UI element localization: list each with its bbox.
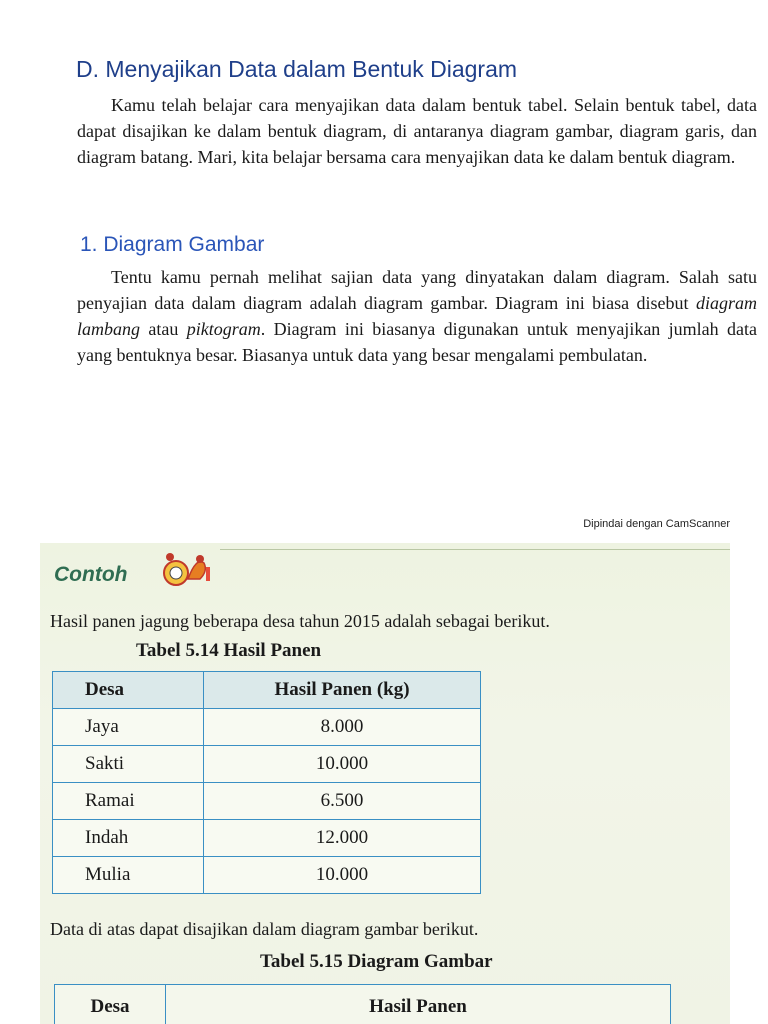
cell-hasil: 10.000 (204, 746, 481, 783)
cell-desa: Ramai (53, 783, 204, 820)
diagram-gambar-paragraph: Tentu kamu pernah melihat sajian data yang dinyatakan dalam diagram. Salah satu penyajian data dalam diagram adalah diagram gambar. Diagram ini biasa disebut diagram lambang atau piktogram. Diagram ini biasanya digunakan untuk menyajikan jumlah data yang bentuknya besar. Biasanya untuk data yang besar mengalami pembulatan. (77, 267, 758, 365)
table-row (53, 820, 481, 857)
term-piktogram: piktogram (186, 319, 261, 339)
subsection-title: 1. Diagram Gambar (80, 233, 265, 256)
contoh-mascot-icon (158, 549, 216, 587)
cell-desa: Indah (53, 820, 204, 857)
cell-desa: Mulia (53, 857, 204, 894)
pictogram-header-row (55, 985, 671, 1024)
table-row (53, 709, 481, 746)
term-diagram-lambang: diagram lambang (77, 293, 757, 339)
example-photo (40, 543, 730, 1024)
cell-hasil: 12.000 (204, 820, 481, 857)
diagram-caption: Tabel 5.15 Diagram Gambar (260, 951, 493, 972)
cell-desa: Jaya (53, 709, 204, 746)
contoh-label: Contoh (54, 563, 128, 586)
after-table-text: Data di atas dapat disajikan dalam diagram gambar berikut. (50, 919, 479, 939)
contoh-divider (220, 549, 730, 550)
cell-desa: Sakti (53, 746, 204, 783)
table-row (53, 783, 481, 820)
header-hasil-panen: Hasil Panen (kg) (204, 672, 481, 709)
section-title: D. Menyajikan Data dalam Bentuk Diagram (76, 56, 518, 82)
picto-header-desa: Desa (55, 985, 166, 1024)
intro-paragraph: Kamu telah belajar cara menyajikan data dalam bentuk tabel. Selain bentuk tabel, data dapat disajikan ke dalam bentuk diagram, di antaranya diagram gambar, diagram garis, dan diagram batang. Mari, kita belajar bersama cara menyajikan data ke dalam bentuk diagram. (77, 95, 757, 167)
example-intro: Hasil panen jagung beberapa desa tahun 2015 adalah sebagai berikut. (50, 611, 550, 631)
cell-hasil: 6.500 (204, 783, 481, 820)
header-desa: Desa (53, 672, 204, 709)
table-header-row (53, 672, 481, 709)
cell-hasil: 10.000 (204, 857, 481, 894)
scanner-watermark: Dipindai dengan CamScanner (583, 518, 730, 530)
pictogram-table (54, 984, 671, 1024)
harvest-table (52, 671, 481, 894)
table-caption: Tabel 5.14 Hasil Panen (136, 640, 322, 661)
picto-header-hasil: Hasil Panen (166, 985, 671, 1024)
cell-hasil: 8.000 (204, 709, 481, 746)
table-row (53, 746, 481, 783)
table-row (53, 857, 481, 894)
